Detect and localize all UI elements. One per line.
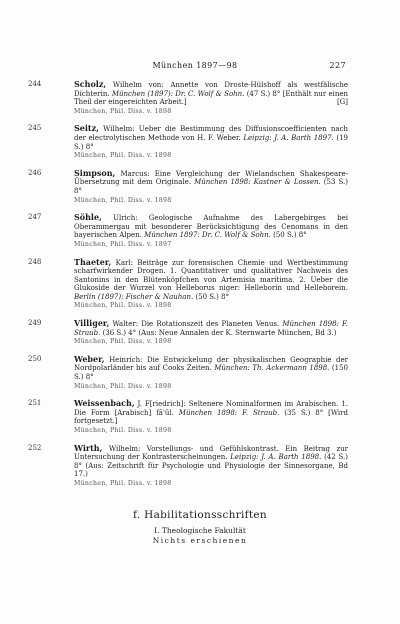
bibliography-entry [28,319,348,347]
author-name: Simpson, [74,167,116,178]
entry-number: 245 [28,124,42,133]
bibliography-entry [28,399,348,435]
entry-text [74,213,348,249]
entry-note: München, Phil. Diss. v. 1898 [74,338,172,346]
entry-number: 250 [28,354,42,363]
entry-text [74,258,348,312]
entry-note: München, Phil. Diss. v. 1898 [74,382,172,390]
entry-number: 244 [28,80,42,88]
section-habilitationsschriften [0,509,400,545]
author-name: Söhle, [74,212,102,223]
author-name: Wirth, [74,442,103,453]
entry-note: München, Phil. Diss. v. 1898 [74,196,172,204]
entry-text [74,124,348,160]
entry-details: (19 S.) 8° [74,133,348,151]
section-title: f. Habilitationsschriften [133,509,267,521]
entry-note: München, Phil. Diss. v. 1898 [74,479,172,487]
section-note: Nichts erschienen [152,536,248,545]
author-name: Scholz, [74,79,107,89]
entry-citation: München 1898: Kastner & Lossen. [194,178,321,187]
author-name: Thaeter, [74,256,112,267]
entry-details: (50 S.) 8° [193,292,229,301]
entry-text [74,80,348,116]
entry-note: München, Phil. Diss. v. 1898 [74,427,172,434]
bibliography-entry [28,444,348,489]
bibliography-entry [28,213,348,249]
entry-citation: München 1897: Dr. C. Wolf & Sohn. [144,231,271,240]
entry-citation: München: Th. Ackermann 1898. [214,364,330,373]
entry-citation: Leipzig: J. A. Barth 1897. [243,133,334,142]
bibliography-entry [28,258,348,312]
bibliography-entry [28,355,348,391]
entry-number: 247 [28,213,42,222]
entry-text [74,399,348,435]
entry-citation: Leipzig: J. A. Barth 1898. [230,453,322,462]
entry-citation: München 1898: F. Straub. [178,408,280,417]
entry-title: Ulrich: Geologische Aufnahme des Labergebirges bei Oberammergau mit besonderer Berücksichtigung des Cenomans in den bayerischen Alpen. [74,214,348,240]
entry-number: 249 [28,319,42,328]
entry-details: (50 S.) 8° [270,231,307,240]
page-number: 227 [329,61,346,70]
entry-title: J. F[riedrich]: Seltenere Nominalformen im Arabischen. 1. Die Form [Arabisch] fâ'ûl. [74,400,348,417]
entry-citation: München 1898: F. Straub. [74,320,348,337]
entry-text [74,444,348,489]
page-header [44,61,346,75]
entry-note: München, Phil. Diss. v. 1897 [74,240,172,248]
entry-details: (42 S.) 8° (Aus: Zeitschrift für Psychologie und Physiologie der Sinnesorgane, Bd 17.) [74,453,348,479]
entry-title: Marcus: Eine Vergleichung der Wielandschen Shakespeare-Übersetzung mit dem Originale. [74,169,348,187]
running-title: München 1897—98 [152,61,238,70]
entry-title: Walter: Die Rotationszeit des Planeten Venus. [109,320,283,329]
entry-details: (47 S.) 8° [Enthält nur einen Theil der eingereichten Arbeit.] [74,89,348,107]
entry-note: München, Phil. Diss. v. 1898 [74,107,172,115]
author-name: Weber, [74,353,105,364]
entry-text [74,355,348,391]
entry-number: 248 [28,257,42,266]
entry-citation: Berlin (1897): Fischer & Nauhan. [74,292,194,301]
entry-bracket-mark: [G] [336,98,348,107]
entry-title: Wilhelm: Ueber die Bestimmung des Diffusionscoefficienten nach der electrolytischen Methode von H. F. Weber. [74,125,348,142]
entry-text [74,319,348,347]
entry-title: Karl: Beiträge zur forensischen Chemie und Wertbestimmung scharfwirkender Drogen. 1. Quantitativer und qualitativer Nachweis des Santonins in den Blütenköpfchen von Artemisia maritima. 2. Ueber die Glukoside der Wurzel von Helleborus niger: Helleborin und Helleborein. [74,258,348,293]
entry-details: (35 S.) 8° [Wird fortgesetzt.] [74,408,348,426]
entry-details: (53 S.) 8° [74,178,349,195]
entry-number: 246 [28,168,42,177]
entry-number: 251 [28,399,42,408]
entry-title: Wilhelm von: Annette von Droste-Hülshoff als westfälische Dichterin. [74,81,348,98]
entry-citation: München (1897): Dr. C. Wolf & Sohn. [111,89,245,98]
bibliography-list [28,80,348,497]
entry-number: 252 [28,443,42,452]
entry-details: (36 S.) 4° (Aus: Neue Annalen der K. Sternwarte München, Bd 3.) [100,328,337,337]
entry-text [74,169,348,205]
author-name: Seitz, [74,123,99,134]
entry-note: München, Phil. Diss. v. 1898 [74,302,172,310]
bibliography-entry [28,169,348,205]
section-subtitle: I. Theologische Fakultät [154,526,246,535]
entry-details: (150 S.) 8° [74,364,348,382]
author-name: Villiger, [74,318,110,329]
bibliography-entry [28,124,348,160]
entry-note: München, Phil. Diss. v. 1898 [74,152,172,160]
entry-title: Wilhelm: Vorstellungs- und Gefühlskontrast. Ein Beitrag zur Untersuchung der Kontrasterscheinungen. [74,444,348,462]
bibliography-entry [28,80,348,116]
entry-title: Heinrich: Die Entwickelung der physikalischen Geographie der Nordpolarländer bis auf Cooks Zeiten. [74,355,348,373]
author-name: Weissenbach, [74,398,135,409]
